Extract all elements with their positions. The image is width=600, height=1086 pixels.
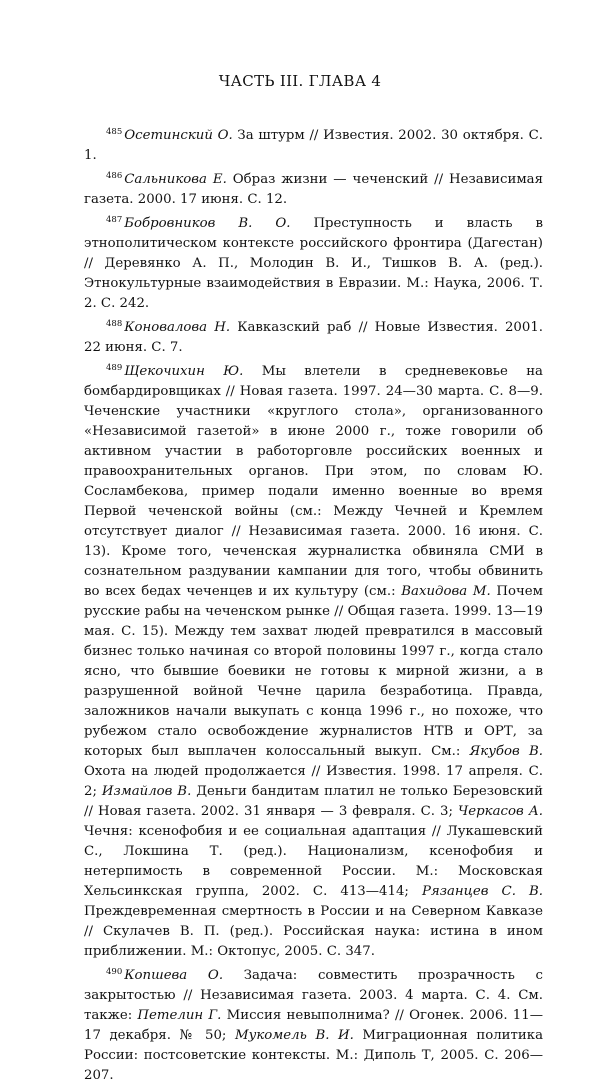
running-head: ЧАСТЬ III. ГЛАВА 4 [218,72,382,90]
footnote-number: 487 [106,215,123,225]
footnote-number: 485 [106,127,123,137]
cited-author: Бобровников В. О. [124,216,291,231]
footnote-text: Миссия невыполнима? // Огонек. 2006. 11—17 декабря. № 50; [84,1008,544,1043]
footnote-text: Задача: совместить прозрачность с закрытостью // Независимая газета. 2003. 4 марта. С. 4. См. также: [84,968,543,1023]
footnote-text: Кавказский раб // Новые Известия. 2001. 22 июня. С. 7. [84,320,544,355]
footnote-number: 486 [106,171,123,181]
cited-author: Копшева О. [124,968,224,983]
footnote-486 [84,166,543,210]
cited-author: Осетинский О. [124,128,233,143]
footnote-number: 489 [106,363,123,373]
footnote-text: Преступность и власть в этнополитическом контексте российского фронтира (Дагестан) // Деревянко А. П., Молодин В. И., Тишков В. А. (ред.). Этнокультурные взаимодействия в Евразии. М.: Наука, 2006. Т. 2. С. 242. [84,216,543,311]
footnote-number: 488 [106,319,123,329]
cited-author: Черкасов А. [457,804,543,819]
footnote-text: Миграционная политика России: постсоветские контексты. М.: Диполь Т, 2005. С. 206—207. [84,1028,543,1083]
footnote-text: Преждевременная смертность в России и на Северном Кавказе // Скулачев В. П. (ред.). Российская наука: истина в ином приближении. М.: Октопус, 2005. С. 347. [84,904,543,959]
footnote-485 [84,122,543,166]
footnote-text: Почем русские рабы на чеченском рынке // Общая газета. 1999. 13—19 мая. С. 15). Между тем захват людей превратился в массовый бизнес только начиная со второй половины 1997 г., когда стало ясно, что бывшие боевики не готовы к мирной жизни, а в разрушенной войной Чечне царила безработица. Правда, заложников начали выкупать с конца 1996 г., но похоже, что рубежом стало освобождение журналистов НТВ и ОРТ, за которых был выплачен колоссальный выкуп. См.: [84,584,543,759]
footnote-number: 490 [106,967,123,977]
footnote-text: Охота на людей продолжается // Известия. 1998. 17 апреля. С. 2; [84,764,543,799]
cited-author: Щекочихин Ю. [124,364,244,379]
cited-author: Измайлов В. [101,784,192,799]
cited-author: Сальникова Е. [124,172,227,187]
cited-author: Якубов В. [469,744,543,759]
footnote-text: Мы влетели в средневековье на бомбардировщиках // Новая газета. 1997. 24—30 марта. С. 8—9. Чеченские участники «круглого стола», организованного «Независимой газетой» в июне 2000 г., тоже говорили об активном участии в работорговле российских военных и правоохранительных органов. При этом, по словам Ю. Сосламбекова, пример подали именно военные во время Первой чеченской войны (см.: Между Чечней и Кремлем отсутствует диалог // Независимая газета. 2000. 16 июня. С. 13). Кроме того, чеченская журналистка обвиняла СМИ в сознательном раздувании кампании для того, чтобы обвинить во всех бедах чеченцев и их культуру (см.: [84,364,543,599]
footnote-490 [84,962,543,1086]
footnote-text: За штурм // Известия. 2002. 30 октября. С. 1. [84,128,543,163]
footnote-489 [84,358,543,962]
cited-author: Мукомель В. И. [235,1028,354,1043]
footnote-text: Образ жизни — чеченский // Независимая газета. 2000. 17 июня. С. 12. [84,172,543,207]
footnotes-list [84,122,543,1086]
footnote-text: Деньги бандитам платил не только Березовский // Новая газета. 2002. 31 января — 3 февраля. С. 3; [84,784,543,819]
cited-author: Коновалова Н. [124,320,231,335]
footnote-488 [84,314,543,358]
cited-author: Рязанцев С. В. [421,884,543,899]
cited-author: Петелин Г. [137,1008,222,1023]
footnote-487 [84,210,543,314]
footnote-text: Чечня: ксенофобия и ее социальная адаптация // Лукашевский С., Локшина Т. (ред.). Национализм, ксенофобия и нетерпимость в современной России. М.: Московская Хельсинкская группа, 2002. С. 413—414; [84,824,543,899]
cited-author: Вахидова М. [401,584,491,599]
